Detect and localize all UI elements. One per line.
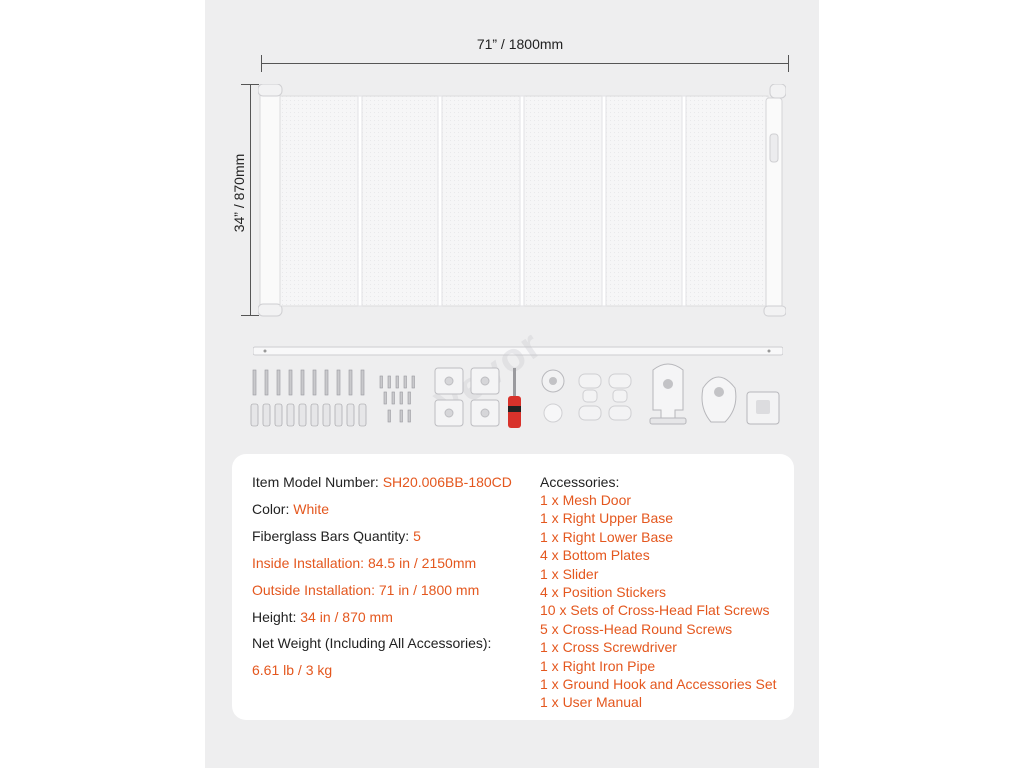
accessory-item: 1 x User Manual — [540, 694, 642, 710]
model-number-row — [252, 474, 512, 490]
height-label: Height: — [252, 609, 297, 625]
model-number-value: SH20.006BB-180CD — [382, 474, 512, 490]
accessory-item: 4 x Bottom Plates — [540, 547, 650, 563]
width-dimension-line — [261, 63, 789, 64]
specs-card — [232, 454, 794, 720]
width-dimension-tick-right — [788, 55, 789, 72]
net-weight-label: Net Weight (Including All Accessories): — [252, 635, 492, 651]
inside-installation-label: Inside Installation: — [252, 555, 365, 571]
accessory-item: 4 x Position Stickers — [540, 584, 667, 600]
height-dimension-line — [250, 84, 251, 316]
height-dimension-label: 34” / 870mm — [231, 153, 247, 233]
outside-installation-value: 71 in / 1800 mm — [378, 582, 480, 598]
width-dimension-label: 71” / 1800mm — [476, 36, 564, 52]
net-weight-value: 6.61 lb / 3 kg — [252, 662, 333, 678]
gate-illustration — [258, 84, 786, 318]
accessory-item: 5 x Cross-Head Round Screws — [540, 621, 733, 637]
color-row — [252, 501, 329, 517]
accessory-item: 1 x Right Iron Pipe — [540, 658, 656, 674]
color-value: White — [293, 501, 330, 517]
accessory-item: 1 x Ground Hook and Accessories Set — [540, 676, 777, 692]
height-value: 34 in / 870 mm — [300, 609, 393, 625]
width-dimension-tick-left — [261, 55, 262, 72]
accessory-item: 10 x Sets of Cross-Head Flat Screws — [540, 602, 770, 618]
accessory-item: 1 x Slider — [540, 566, 599, 582]
height-row — [252, 609, 393, 625]
model-number-label: Item Model Number: — [252, 474, 379, 490]
accessories-illustration — [245, 340, 790, 435]
outside-installation-row — [252, 582, 479, 598]
accessory-item: 1 x Right Lower Base — [540, 529, 674, 545]
color-label: Color: — [252, 501, 290, 517]
height-dimension-tick-top — [241, 84, 259, 85]
inside-installation-row — [252, 555, 476, 571]
inside-installation-value: 84.5 in / 2150mm — [367, 555, 477, 571]
bars-quantity-value: 5 — [413, 528, 421, 544]
accessories-title: Accessories: — [540, 474, 620, 490]
height-dimension-tick-bottom — [241, 315, 259, 316]
bars-quantity-label: Fiberglass Bars Quantity: — [252, 528, 410, 544]
accessory-item: 1 x Right Upper Base — [540, 510, 674, 526]
accessory-item: 1 x Cross Screwdriver — [540, 639, 677, 655]
accessory-item: 1 x Mesh Door — [540, 492, 632, 508]
outside-installation-label: Outside Installation: — [252, 582, 375, 598]
bars-quantity-row — [252, 528, 421, 544]
